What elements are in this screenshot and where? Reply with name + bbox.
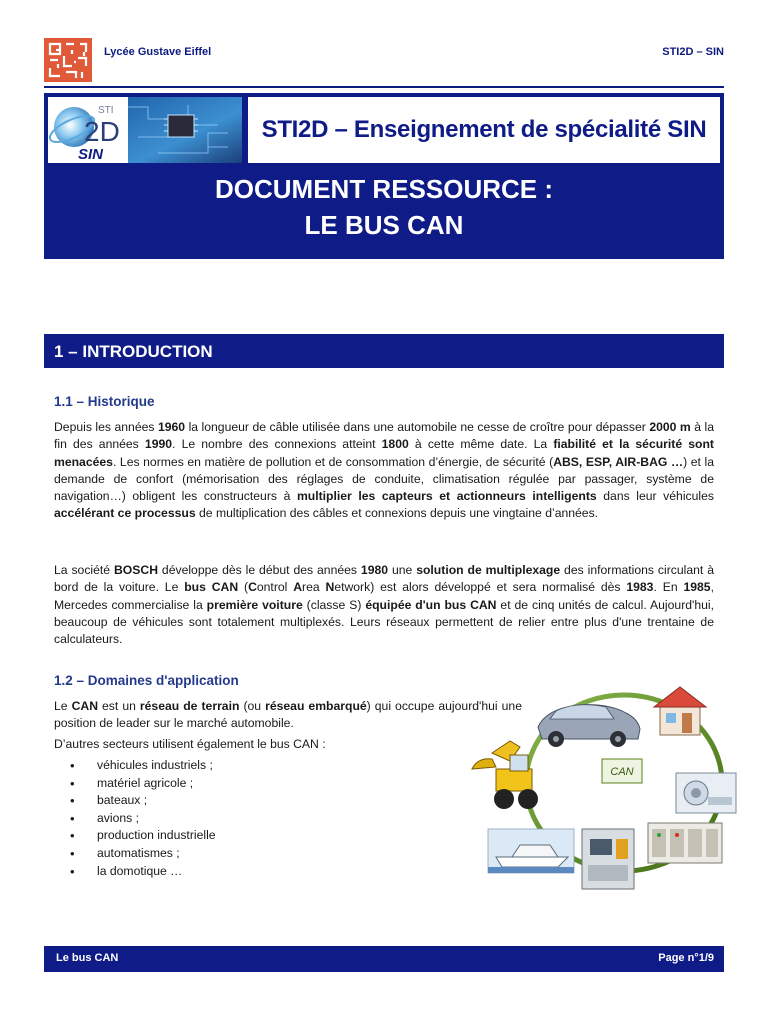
paragraph-historique-2: La société BOSCH développe dès le début des années 1980 une solution de multiplexage des informations circulant à bord de la voiture. Le bus CAN (Control Area Network) est alors développé et sera normalisé dès 1983. En 1985, Mercedes commercialise la première voiture (classe S) équipée d'un bus CAN et de cinq unités de calcul. Aujourd'hui, beaucoup de véhicules sont totalement multiplexés. Leurs réseaux permettent de relier entre plus d'une trentaine de calculateurs. <box>54 563 715 647</box>
page-header <box>44 38 724 88</box>
sti2d-logo <box>48 97 242 163</box>
specialty-title: STI2D – Enseignement de spécialité SIN <box>261 116 707 143</box>
list-item: • bateaux ; <box>70 792 216 810</box>
list-item: • véhicules industriels ; <box>70 757 216 775</box>
cnc-machine-icon <box>582 829 634 889</box>
sti2d-logo-icon <box>48 97 242 163</box>
document-title-line1: DOCUMENT RESSOURCE : <box>214 174 553 204</box>
can-center-label <box>602 759 642 783</box>
paragraph-domaines: Le CAN est un réseau de terrain (ou réseau embarqué) qui occupe aujourd'hui une position de leader sur le marché automobile. <box>54 699 522 731</box>
list-item: • la domotique … <box>70 863 216 881</box>
list-item: • automatismes ; <box>70 845 216 863</box>
footer-document-name: Le bus CAN <box>56 952 119 964</box>
paragraph-autres-secteurs: D’autres secteurs utilisent également le bus CAN : <box>54 737 326 751</box>
subheading-historique: 1.1 – Historique <box>54 394 155 409</box>
logo-sin-text: SIN <box>78 146 104 163</box>
sector-list <box>70 757 216 880</box>
section-heading-introduction: 1 – INTRODUCTION <box>44 334 724 368</box>
page-footer <box>44 946 724 972</box>
paragraph-historique-1: Depuis les années 1960 la longueur de câble utilisée dans une automobile ne cesse de croître pour dépasser 2000 m à la fin des années 1990. Le nombre des connexions atteint 1800 à cette même date. La fiabilité et la sécurité sont menacées. Les normes en matière de pollution et de consommation d’énergie, de sécurité (ABS, ESP, AIR-BAG …) et la demande de confort (mémorisation des réglages de conduite, climatisation régulée par passager, système de navigation…) obligent les constructeurs à multiplier les capteurs et actionneurs intelligents dans leur véhicules accélérant ce processus de multiplication des câbles et connexions depuis une vingtaine d’années. <box>54 420 715 521</box>
title-block <box>44 93 724 259</box>
house-icon <box>654 687 706 735</box>
school-logo-icon <box>44 38 92 82</box>
medical-scanner-icon <box>676 773 736 813</box>
can-application-diagram <box>452 683 742 895</box>
footer-page-number: Page n°1/9 <box>658 952 714 964</box>
wheel-loader-icon <box>472 741 538 809</box>
document-title <box>44 171 724 243</box>
logo-sti-text: STI <box>98 105 114 116</box>
list-item: • matériel agricole ; <box>70 775 216 793</box>
car-icon <box>538 705 640 747</box>
list-item: • avions ; <box>70 810 216 828</box>
svg-text:CAN: CAN <box>610 766 634 778</box>
list-item: • production industrielle <box>70 827 216 845</box>
industrial-cabinet-icon <box>648 823 722 863</box>
specialty-title-box <box>248 97 720 163</box>
boat-icon <box>488 829 574 873</box>
school-name: Lycée Gustave Eiffel <box>104 46 212 58</box>
logo-2d-text: 2D <box>84 116 120 147</box>
document-title-line2: LE BUS CAN <box>304 210 464 240</box>
subheading-domaines: 1.2 – Domaines d'application <box>54 673 239 688</box>
header-course-label: STI2D – SIN <box>662 46 724 58</box>
